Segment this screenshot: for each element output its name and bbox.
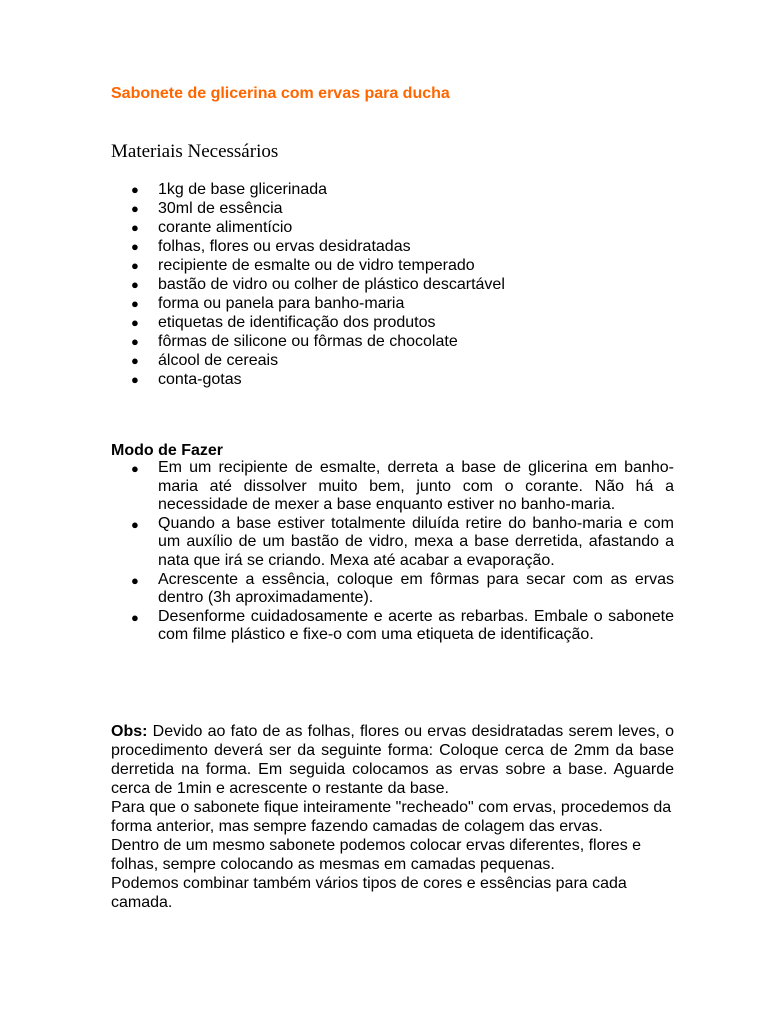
list-item xyxy=(111,571,674,608)
bullet-icon: ● xyxy=(131,461,139,476)
bullet-icon: ● xyxy=(131,182,139,197)
list-item xyxy=(111,237,671,256)
list-item-text: bastão de vidro ou colher de plástico descartável xyxy=(158,276,505,293)
bullet-icon: ● xyxy=(131,239,139,254)
step-text: Quando a base estiver totalmente diluída retire do banho-maria e com um auxílio de um bastão de vidro, mexa a base derretida, afastando a nata que irá se criando. Mexa até acabar a evaporação. xyxy=(158,514,674,569)
bullet-icon: ● xyxy=(131,334,139,349)
list-item-text: fôrmas de silicone ou fôrmas de chocolate xyxy=(158,333,458,350)
list-item-text: folhas, flores ou ervas desidratadas xyxy=(158,238,411,255)
step-text: Desenforme cuidadosamente e acerte as rebarbas. Embale o sabonete com filme plástico e fixe-o com uma etiqueta de identificação. xyxy=(158,607,674,644)
list-item-text: 30ml de essência xyxy=(158,200,283,217)
materials-heading: Materiais Necessários xyxy=(111,141,279,162)
bullet-icon: ● xyxy=(131,572,139,588)
list-item xyxy=(111,370,671,389)
list-item-text: álcool de cereais xyxy=(158,352,279,369)
list-item-text: corante alimentício xyxy=(158,219,293,236)
observations-text: Devido ao fato de as folhas, flores ou ervas desidratadas serem leves, o procedimento deverá ser da seguinte forma: Coloque cerca de 2mm da base derretida na forma. Em seguida colocamos as ervas sobre a base. Aguarde cerca de 1min e acrescente o restante da base. xyxy=(111,723,674,797)
list-item xyxy=(111,218,671,237)
method-heading: Modo de Fazer xyxy=(111,442,224,459)
list-item xyxy=(111,180,671,199)
bullet-icon: ● xyxy=(131,220,139,235)
list-item xyxy=(111,332,671,351)
bullet-icon: ● xyxy=(131,516,139,532)
list-item xyxy=(111,275,671,294)
list-item xyxy=(111,313,671,332)
observations-section xyxy=(111,722,674,912)
bullet-icon: ● xyxy=(131,372,139,387)
list-item-text: etiquetas de identificação dos produtos xyxy=(158,314,436,331)
list-item xyxy=(111,608,674,645)
list-item xyxy=(111,294,671,313)
list-item xyxy=(111,256,671,275)
bullet-icon: ● xyxy=(131,315,139,330)
observations-paragraph: Para que o sabonete fique inteiramente "recheado" com ervas, procedemos da forma anterior, mas sempre fazendo camadas de colagem das ervas. xyxy=(111,799,672,835)
list-item xyxy=(111,199,671,218)
observations-label: Obs: xyxy=(111,723,148,740)
list-item-text: 1kg de base glicerinada xyxy=(158,181,328,198)
list-item xyxy=(111,515,674,571)
step-text: Acrescente a essência, coloque em fôrmas para secar com as ervas dentro (3h aproximadamente). xyxy=(158,570,674,607)
observations-paragraph: Dentro de um mesmo sabonete podemos colocar ervas diferentes, flores e folhas, sempre colocando as mesmas em camadas pequenas. xyxy=(111,837,642,873)
list-item xyxy=(111,351,671,370)
bullet-icon: ● xyxy=(131,296,139,311)
step-text: Em um recipiente de esmalte, derreta a base de glicerina em banho-maria até dissolver muito bem, junto com o corante. Não há a necessidade de mexer a base enquanto estiver no banho-maria. xyxy=(158,459,674,514)
bullet-icon: ● xyxy=(131,353,139,368)
bullet-icon: ● xyxy=(131,277,139,292)
list-item xyxy=(111,459,674,515)
observations-paragraph: Podemos combinar também vários tipos de cores e essências para cada camada. xyxy=(111,875,627,911)
list-item-text: recipiente de esmalte ou de vidro temperado xyxy=(158,257,475,274)
document-title: Sabonete de glicerina com ervas para ducha xyxy=(111,85,450,102)
materials-list xyxy=(111,180,671,389)
list-item-text: conta-gotas xyxy=(158,371,242,388)
observations-intro xyxy=(111,722,674,798)
bullet-icon: ● xyxy=(131,258,139,273)
list-item-text: forma ou panela para banho-maria xyxy=(158,295,405,312)
bullet-icon: ● xyxy=(131,201,139,216)
bullet-icon: ● xyxy=(131,609,139,625)
method-steps-list xyxy=(111,459,674,645)
